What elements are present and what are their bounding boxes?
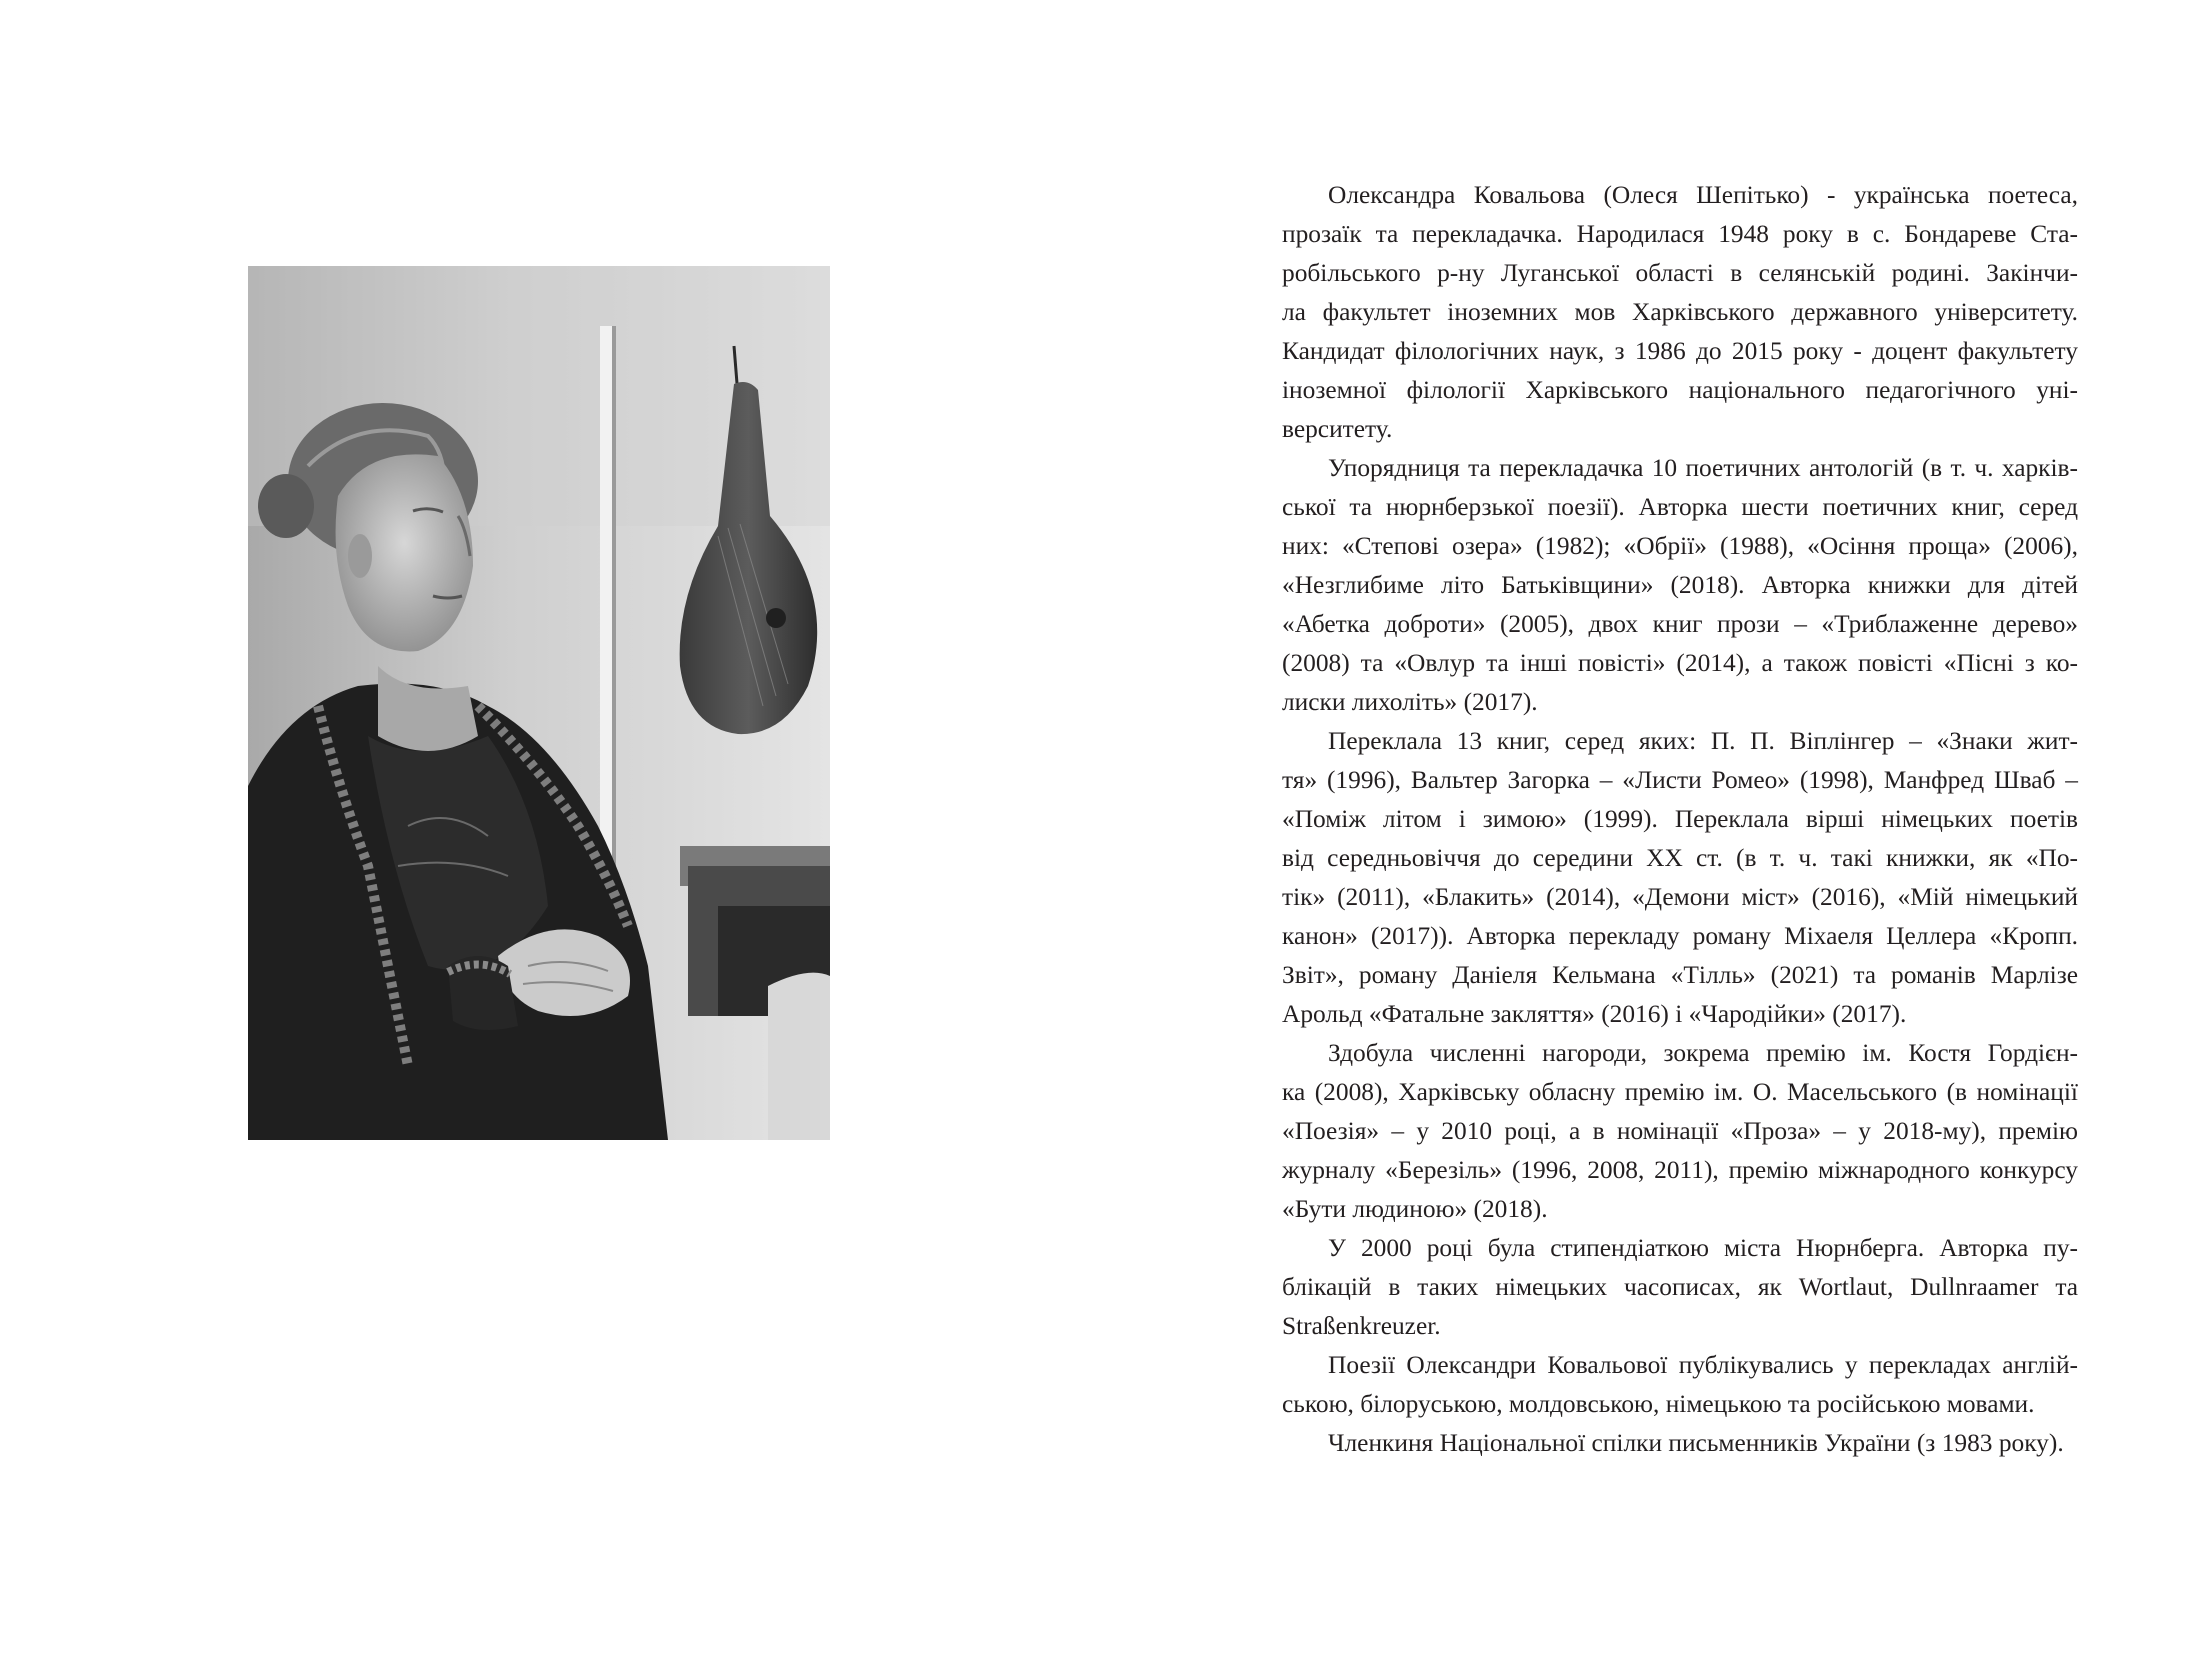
- text-line: Straßenkreuzer.: [1282, 1312, 1441, 1340]
- text-line: іноземної філології Харківського національного педагогічного уні-: [1282, 376, 2078, 404]
- text-line: журналу «Березіль» (1996, 2008, 2011), премію міжнародного конкурсу: [1282, 1156, 2078, 1184]
- text-line: тя» (1996), Вальтер Загорка – «Листи Ромео» (1998), Манфред Шваб –: [1282, 766, 2078, 794]
- bio-paragraph-4: [1282, 1034, 2078, 1229]
- text-line: прозаїк та перекладачка. Народилася 1948 року в с. Бондареве Ста-: [1282, 220, 2078, 248]
- text-line: Арольд «Фатальне закляття» (2016) і «Чародійки» (2017).: [1282, 1000, 1907, 1028]
- bio-paragraph-7: [1282, 1424, 2078, 1463]
- text-line: Переклала 13 книг, серед яких: П. П. Віплінгер – «Знаки жит-: [1328, 727, 2078, 755]
- text-line: Звіт», роману Даніеля Кельмана «Тілль» (2021) та романів Марлізе: [1282, 961, 2078, 989]
- bio-paragraph-5: [1282, 1229, 2078, 1346]
- text-line: верситету.: [1282, 415, 1393, 443]
- text-line: Упорядниця та перекладачка 10 поетичних антологій (в т. ч. харків-: [1328, 454, 2078, 482]
- bio-paragraph-1: [1282, 176, 2078, 449]
- text-line: (2008) та «Овлур та інші повісті» (2014), а також повісті «Пісні з ко-: [1282, 649, 2078, 677]
- text-line: «Абетка доброти» (2005), двох книг прози – «Триблаженне дерево»: [1282, 610, 2078, 638]
- text-line: тік» (2011), «Блакить» (2014), «Демони міст» (2016), «Мій німецький: [1282, 883, 2078, 911]
- text-line: ської та нюрнберзької поезії). Авторка шести поетичних книг, серед: [1282, 493, 2078, 521]
- text-line: ка (2008), Харківську обласну премію ім. О. Масельського (в номінації: [1282, 1078, 2078, 1106]
- text-line: Членкиня Національної спілки письменників України (з 1983 року).: [1328, 1429, 2064, 1457]
- bio-paragraph-6: [1282, 1346, 2078, 1424]
- text-line: Кандидат філологічних наук, з 1986 до 2015 року - доцент факультету: [1282, 337, 2078, 365]
- text-line: ською, білоруською, молдовською, німецькою та російською мовами.: [1282, 1390, 2035, 1418]
- text-line: канон» (2017)). Авторка перекладу роману Міхаеля Целлера «Кропп.: [1282, 922, 2078, 950]
- text-line: «Поезія» – у 2010 році, а в номінації «Проза» – у 2018-му), премію: [1282, 1117, 2078, 1145]
- text-line: «Незглибиме літо Батьківщини» (2018). Авторка книжки для дітей: [1282, 571, 2078, 599]
- bio-paragraph-2: [1282, 449, 2078, 722]
- text-line: лиски лихоліть» (2017).: [1282, 688, 1538, 716]
- text-line: робільського р-ну Луганської області в селянській родині. Закінчи-: [1282, 259, 2078, 287]
- text-line: Поезії Олександри Ковальової публікувались у перекладах англій-: [1328, 1351, 2078, 1379]
- text-line: ла факультет іноземних мов Харківського державного університету.: [1282, 298, 2078, 326]
- author-photo: [248, 266, 830, 1140]
- text-line: від середньовіччя до середини XX ст. (в т. ч. такі книжки, як «По-: [1282, 844, 2078, 872]
- text-line: Здобула численні нагороди, зокрема премію ім. Костя Гордієн-: [1328, 1039, 2078, 1067]
- text-line: блікацій в таких німецьких часописах, як Wortlaut, Dullnraamer та: [1282, 1273, 2078, 1301]
- bio-paragraph-3: [1282, 722, 2078, 1034]
- text-line: них: «Степові озера» (1982); «Обрії» (1988), «Осіння проща» (2006),: [1282, 532, 2078, 560]
- text-line: «Поміж літом і зимою» (1999). Переклала вірші німецьких поетів: [1282, 805, 2078, 833]
- text-line: Олександра Ковальова (Олеся Шепітько) - українська поетеса,: [1328, 181, 2078, 209]
- bio-text: [1282, 176, 2078, 1463]
- text-line: «Бути людиною» (2018).: [1282, 1195, 1548, 1223]
- text-line: У 2000 році була стипендіаткою міста Нюрнберга. Авторка пу-: [1328, 1234, 2078, 1262]
